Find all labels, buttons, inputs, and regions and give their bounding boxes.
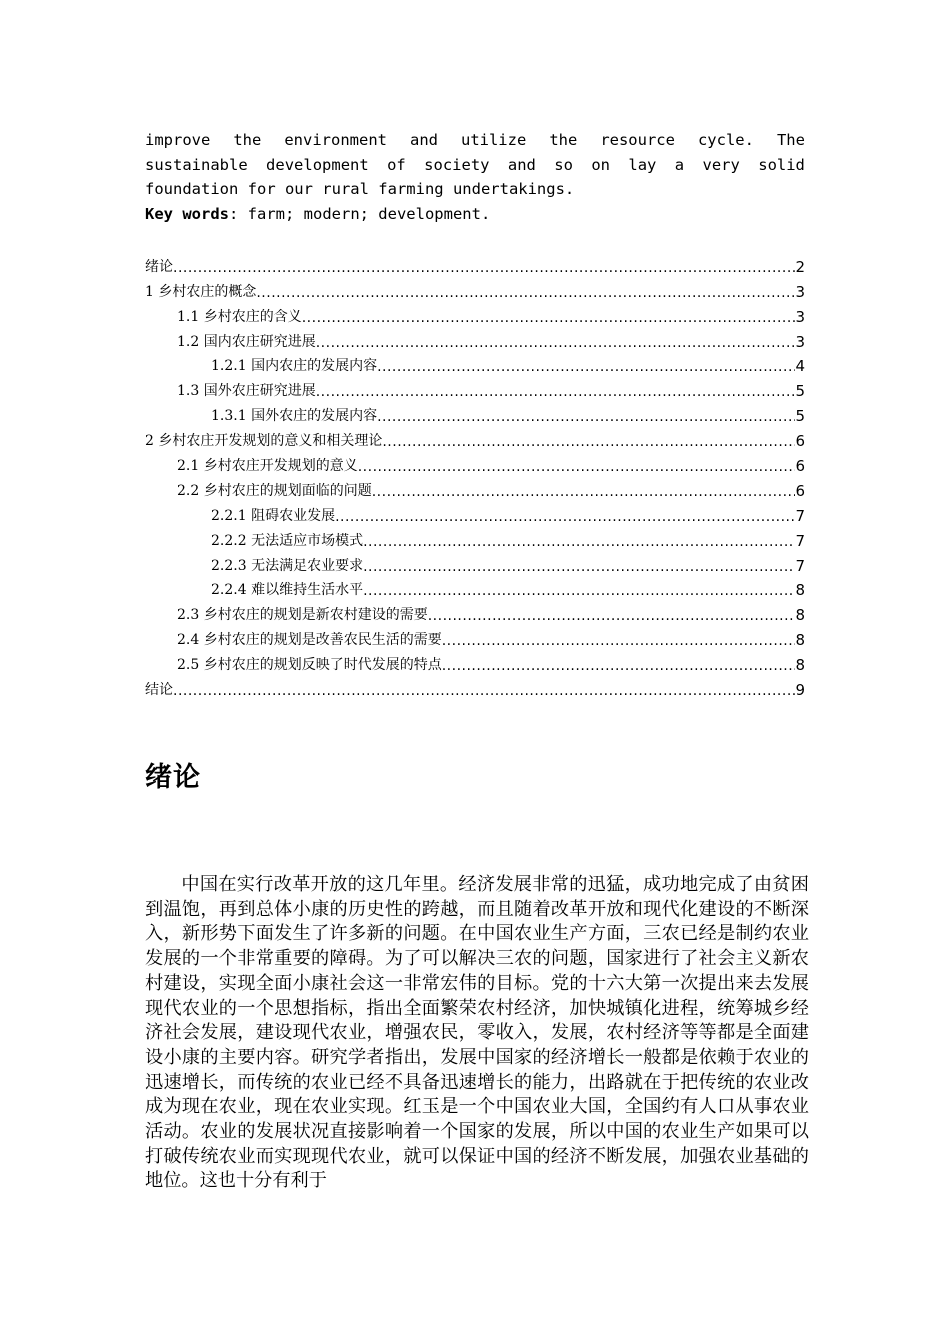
toc-leader-dots bbox=[382, 434, 795, 450]
toc-entry-page: 6 bbox=[795, 432, 805, 451]
abstract-word: utilize bbox=[460, 131, 527, 149]
abstract-word: the bbox=[549, 131, 578, 149]
toc-entry-title: 结论 bbox=[145, 682, 173, 699]
toc-leader-dots bbox=[256, 285, 795, 301]
toc-entry-page: 3 bbox=[795, 282, 805, 301]
toc-leader-dots bbox=[363, 534, 795, 550]
abstract-word: the bbox=[233, 131, 262, 149]
toc-entry[interactable] bbox=[145, 500, 805, 525]
toc-entry-page: 8 bbox=[795, 656, 805, 675]
toc-entry[interactable] bbox=[145, 525, 805, 550]
toc-leader-dots bbox=[363, 559, 795, 575]
toc-entry-page: 4 bbox=[795, 357, 805, 376]
abstract-word: and bbox=[507, 155, 536, 174]
toc-entry-title: 1.3 国外农庄研究进展 bbox=[177, 383, 316, 400]
toc-entry-page: 8 bbox=[795, 631, 805, 650]
abstract-section bbox=[145, 128, 805, 226]
toc-entry-page: 9 bbox=[795, 681, 805, 700]
toc-entry-title: 2.2.1 阻碍农业发展 bbox=[211, 507, 336, 524]
toc-leader-dots bbox=[428, 608, 796, 624]
toc-entry[interactable] bbox=[145, 599, 805, 624]
toc-entry-title: 1.1 乡村农庄的含义 bbox=[177, 308, 302, 325]
toc-entry-page: 5 bbox=[795, 407, 805, 426]
body-paragraph: 中国在实行改革开放的这几年里。经济发展非常的迅猛，成功地完成了由贫困到温饱，再到总体小康的历史性的跨越，而且随着改革开放和现代化建设的不断深入，新形势下面发生了许多新的问题。在中国农业生产方面，三农已经是制约农业发展的一个非常重要的障碍。为了可以解决三农的问题，国家进行了社会主义新农村建设，实现全面小康社会这一非常宏伟的目标。党的十六大第一次提出来去发展现代农业的一个思想指标，指出全面繁荣农村经济，加快城镇化进程，统筹城乡经济社会发展，建设现代农业，增强农民，零收入，发展，农村经济等等都是全面建设小康的主要内容。研究学者指出，发展中国家的经济增长一般都是依赖于农业的迅速增长，而传统的农业已经不具备迅速增长的能力，出路就在于把传统的农业改成为现在农业，现在农业实现。红玉是一个中国农业大国，全国约有人口从事农业活动。农业的发展状况直接影响着一个国家的发展，所以中国的农业生产如果可以打破传统农业而实现现代农业，就可以保证中国的经济不断发展，加强农业基础的地位。这也十分有利于 bbox=[145, 874, 809, 1192]
toc-entry[interactable] bbox=[145, 276, 805, 301]
toc-entry-page: 3 bbox=[795, 307, 805, 326]
abstract-word: society bbox=[424, 155, 490, 174]
toc-entry[interactable] bbox=[145, 251, 805, 276]
toc-entry[interactable] bbox=[145, 351, 805, 376]
toc-leader-dots bbox=[442, 633, 796, 649]
toc-entry-title: 1.2.1 国内农庄的发展内容 bbox=[211, 358, 378, 375]
toc-entry-title: 2 乡村农庄开发规划的意义和相关理论 bbox=[145, 433, 383, 450]
toc-leader-dots bbox=[173, 683, 795, 699]
abstract-word: cycle. bbox=[697, 131, 754, 149]
toc-leader-dots bbox=[173, 260, 795, 276]
toc-entry-page: 7 bbox=[795, 506, 805, 525]
abstract-word: on bbox=[591, 155, 610, 174]
toc-entry-title: 1.3.1 国外农庄的发展内容 bbox=[211, 408, 378, 425]
abstract-line-3: foundation for our rural farming undertakings. bbox=[145, 180, 575, 198]
abstract-word: of bbox=[387, 155, 406, 174]
abstract-word: development bbox=[266, 155, 369, 174]
toc-entry-title: 2.5 乡村农庄的规划反映了时代发展的特点 bbox=[177, 657, 442, 674]
toc-entry-page: 8 bbox=[795, 606, 805, 625]
abstract-word: a bbox=[674, 155, 685, 174]
toc-entry[interactable] bbox=[145, 624, 805, 649]
toc-entry-page: 3 bbox=[795, 332, 805, 351]
section-heading: 绪论 bbox=[145, 762, 201, 793]
toc-entry[interactable] bbox=[145, 674, 805, 699]
toc-entry[interactable] bbox=[145, 550, 805, 575]
toc-leader-dots bbox=[335, 509, 795, 525]
keywords-text: : farm; modern; development. bbox=[229, 204, 491, 223]
toc-leader-dots bbox=[372, 484, 796, 500]
toc-entry-page: 7 bbox=[795, 556, 805, 575]
toc-leader-dots bbox=[302, 310, 796, 326]
abstract-word: resource bbox=[600, 131, 675, 149]
toc-entry[interactable] bbox=[145, 649, 805, 674]
toc-entry-page: 2 bbox=[795, 257, 805, 276]
abstract-word: environment bbox=[284, 131, 387, 149]
toc-entry[interactable] bbox=[145, 450, 805, 475]
toc-entry-page: 7 bbox=[795, 531, 805, 550]
toc-leader-dots bbox=[316, 384, 796, 400]
toc-entry-title: 2.2.3 无法满足农业要求 bbox=[211, 557, 364, 574]
toc-entry-title: 绪论 bbox=[145, 258, 173, 275]
body-text bbox=[145, 873, 809, 1194]
toc-entry-page: 8 bbox=[795, 581, 805, 600]
abstract-word: sustainable bbox=[145, 155, 248, 174]
toc-entry-title: 1 乡村农庄的概念 bbox=[145, 283, 257, 300]
toc-entry-title: 2.3 乡村农庄的规划是新农村建设的需要 bbox=[177, 607, 428, 624]
abstract-word: and bbox=[409, 131, 438, 149]
abstract-line-1 bbox=[145, 128, 805, 153]
toc-leader-dots bbox=[377, 359, 795, 375]
toc-entry[interactable] bbox=[145, 375, 805, 400]
toc-leader-dots bbox=[442, 658, 796, 674]
toc-leader-dots bbox=[358, 459, 796, 475]
abstract-word: very bbox=[702, 155, 740, 174]
toc-entry-title: 2.4 乡村农庄的规划是改善农民生活的需要 bbox=[177, 632, 442, 649]
abstract-line-2 bbox=[145, 153, 805, 178]
abstract-word: The bbox=[776, 131, 805, 149]
toc-entry[interactable] bbox=[145, 575, 805, 600]
toc-leader-dots bbox=[363, 583, 795, 599]
toc-entry[interactable] bbox=[145, 326, 805, 351]
keywords-line bbox=[145, 202, 805, 227]
toc-entry[interactable] bbox=[145, 400, 805, 425]
keywords-label: Key words bbox=[145, 204, 229, 223]
toc-entry-title: 2.2.2 无法适应市场模式 bbox=[211, 532, 364, 549]
toc-entry-title: 2.1 乡村农庄开发规划的意义 bbox=[177, 458, 358, 475]
abstract-word: solid bbox=[758, 155, 805, 174]
abstract-word: so bbox=[554, 155, 573, 174]
toc-leader-dots bbox=[316, 335, 796, 351]
toc-entry-title: 1.2 国内农庄研究进展 bbox=[177, 333, 316, 350]
toc-entry[interactable] bbox=[145, 475, 805, 500]
abstract-word: lay bbox=[628, 155, 657, 174]
toc-entry-page: 6 bbox=[795, 481, 805, 500]
toc-entry-title: 2.2.4 难以维持生活水平 bbox=[211, 582, 364, 599]
table-of-contents bbox=[145, 251, 805, 699]
toc-entry-page: 5 bbox=[795, 382, 805, 401]
toc-leader-dots bbox=[377, 409, 795, 425]
toc-entry[interactable] bbox=[145, 301, 805, 326]
abstract-word: improve bbox=[145, 131, 211, 149]
toc-entry-page: 6 bbox=[795, 457, 805, 476]
toc-entry-title: 2.2 乡村农庄的规划面临的问题 bbox=[177, 482, 372, 499]
toc-entry[interactable] bbox=[145, 425, 805, 450]
